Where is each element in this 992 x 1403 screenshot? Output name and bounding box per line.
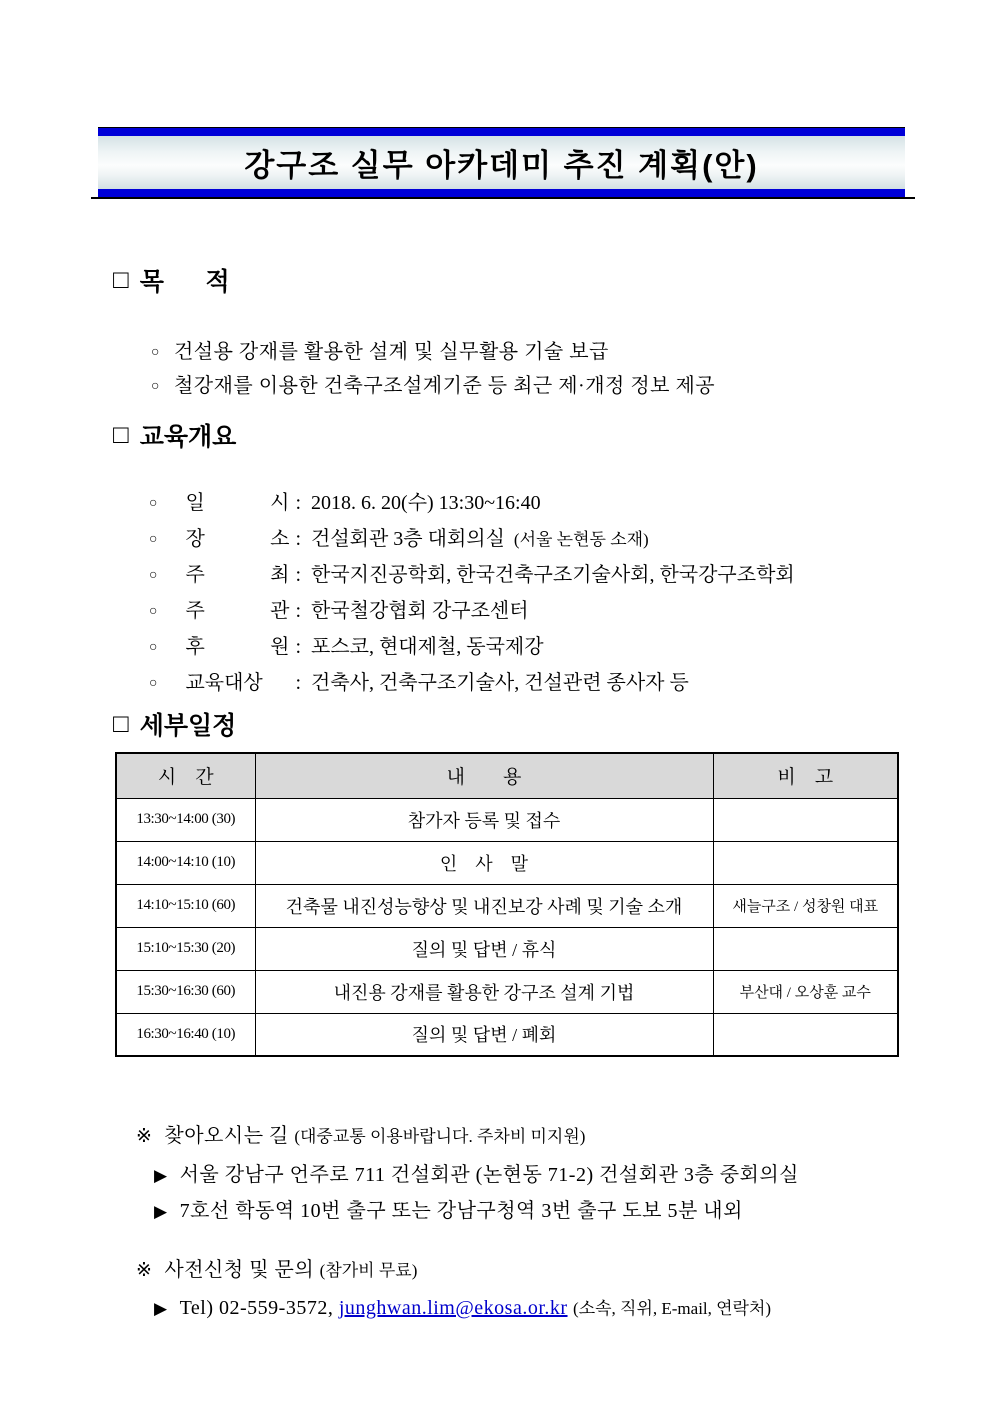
circle-bullet-icon: ○ xyxy=(149,640,158,655)
overview-label: 교육대상 xyxy=(185,672,263,694)
purpose-item xyxy=(129,346,715,421)
overview-value: 건축사, 건축구조기술사, 건설관련 종사자 등 xyxy=(311,672,689,694)
directions-heading-label: 찾아오시는 길 xyxy=(164,1125,289,1147)
cell-content: 참가자 등록 및 접수 xyxy=(255,798,713,841)
overview-value: 한국지진공학회, 한국건축구조기술사회, 한국강구조학회 xyxy=(311,564,795,586)
registration-heading-label: 사전신청 및 문의 xyxy=(164,1259,315,1281)
contact-email-link[interactable]: junghwan.lim@ekosa.or.kr xyxy=(338,1297,568,1319)
cell-remark: 부산대 / 오상훈 교수 xyxy=(713,970,898,1013)
reference-mark-icon: ※ xyxy=(136,1260,153,1281)
table-row xyxy=(116,841,898,884)
registration-note: (참가비 무료) xyxy=(319,1261,418,1280)
overview-value: 한국철강협회 강구조센터 xyxy=(311,600,529,622)
overview-label: 주 최 xyxy=(185,564,290,586)
cell-remark: 새늘구조 / 성창원 대표 xyxy=(713,884,898,927)
colon-separator: : xyxy=(295,492,302,514)
overview-label: 주 관 xyxy=(185,600,290,622)
banner-bottom-bar xyxy=(98,189,905,197)
overview-value: 건설회관 3층 대회의실 xyxy=(311,528,505,550)
colon-separator: : xyxy=(295,600,302,622)
cell-remark xyxy=(713,927,898,970)
purpose-item-text: 철강재를 이용한 건축구조설계기준 등 최근 제·개정 정보 제공 xyxy=(173,375,716,397)
schedule-header-row xyxy=(116,753,898,798)
arrow-bullet-icon: ▶ xyxy=(154,1166,168,1185)
col-header-content: 내 용 xyxy=(255,753,713,798)
overview-label: 일 시 xyxy=(185,492,290,514)
contact-note: (소속, 직위, E-mail, 연락처) xyxy=(573,1299,772,1318)
directions-item-text: 서울 강남구 언주로 711 건설회관 (논현동 71-2) 건설회관 3층 중회의실 xyxy=(179,1164,799,1186)
purpose-item-text: 건설용 강재를 활용한 설계 및 실무활용 기술 보급 xyxy=(173,341,609,363)
table-row xyxy=(116,927,898,970)
colon-separator: : xyxy=(295,528,302,550)
cell-time: 15:10~15:30 (20) xyxy=(116,927,255,970)
table-row xyxy=(116,884,898,927)
section-heading-purpose xyxy=(113,262,230,298)
contact-phone: Tel) 02-559-3572, xyxy=(179,1297,334,1319)
cell-remark xyxy=(713,841,898,884)
square-bullet-icon: □ xyxy=(113,264,129,294)
circle-bullet-icon: ○ xyxy=(149,568,158,583)
directions-note: (대중교통 이용바랍니다. 주차비 미지원) xyxy=(294,1127,586,1146)
reference-mark-icon: ※ xyxy=(136,1126,153,1147)
purpose-heading-label: 목 적 xyxy=(139,268,230,296)
overview-label: 장 소 xyxy=(185,528,290,550)
overview-heading-label: 교육개요 xyxy=(139,423,237,451)
schedule-heading-label: 세부일정 xyxy=(139,712,237,740)
colon-separator: : xyxy=(295,672,302,694)
overview-label: 후 원 xyxy=(185,636,290,658)
cell-time: 15:30~16:30 (60) xyxy=(116,970,255,1013)
arrow-bullet-icon: ▶ xyxy=(154,1202,168,1221)
overview-value: 2018. 6. 20(수) 13:30~16:40 xyxy=(311,492,541,514)
cell-content: 건축물 내진성능향상 및 내진보강 사례 및 기술 소개 xyxy=(255,884,713,927)
circle-bullet-icon: ○ xyxy=(149,604,158,619)
arrow-bullet-icon: ▶ xyxy=(154,1299,168,1318)
cell-content: 질의 및 답변 / 휴식 xyxy=(255,927,713,970)
banner-body xyxy=(98,136,905,189)
colon-separator: : xyxy=(295,564,302,586)
section-heading-schedule xyxy=(113,706,236,742)
page-title: 강구조 실무 아카데미 추진 계획(안) xyxy=(244,148,759,183)
circle-bullet-icon: ○ xyxy=(149,496,158,511)
col-header-remark: 비 고 xyxy=(713,753,898,798)
circle-bullet-icon: ○ xyxy=(151,345,160,360)
overview-value: 포스코, 현대제철, 동국제강 xyxy=(311,636,544,658)
directions-item-text: 7호선 학동역 10번 출구 또는 강남구청역 3번 출구 도보 5분 내외 xyxy=(179,1200,743,1222)
col-header-time: 시 간 xyxy=(116,753,255,798)
schedule-table xyxy=(115,752,899,1057)
overview-note: (서울 논현동 소재) xyxy=(513,530,649,549)
cell-content: 인 사 말 xyxy=(255,841,713,884)
square-bullet-icon: □ xyxy=(113,708,129,738)
colon-separator: : xyxy=(295,636,302,658)
banner-underline xyxy=(91,197,915,199)
cell-time: 14:10~15:10 (60) xyxy=(116,884,255,927)
contact-line xyxy=(132,1271,771,1343)
section-heading-overview xyxy=(113,417,236,453)
cell-remark xyxy=(713,1013,898,1056)
table-row xyxy=(116,798,898,841)
cell-time: 14:00~14:10 (10) xyxy=(116,841,255,884)
table-row xyxy=(116,970,898,1013)
cell-time: 13:30~14:00 (30) xyxy=(116,798,255,841)
table-row xyxy=(116,1013,898,1056)
cell-content: 내진용 강재를 활용한 강구조 설계 기법 xyxy=(255,970,713,1013)
square-bullet-icon: □ xyxy=(113,419,129,449)
circle-bullet-icon: ○ xyxy=(149,676,158,691)
banner-top-bar xyxy=(98,128,905,136)
circle-bullet-icon: ○ xyxy=(149,532,158,547)
circle-bullet-icon: ○ xyxy=(151,379,160,394)
cell-remark xyxy=(713,798,898,841)
cell-content: 질의 및 답변 / 폐회 xyxy=(255,1013,713,1056)
title-banner xyxy=(98,127,905,199)
cell-time: 16:30~16:40 (10) xyxy=(116,1013,255,1056)
